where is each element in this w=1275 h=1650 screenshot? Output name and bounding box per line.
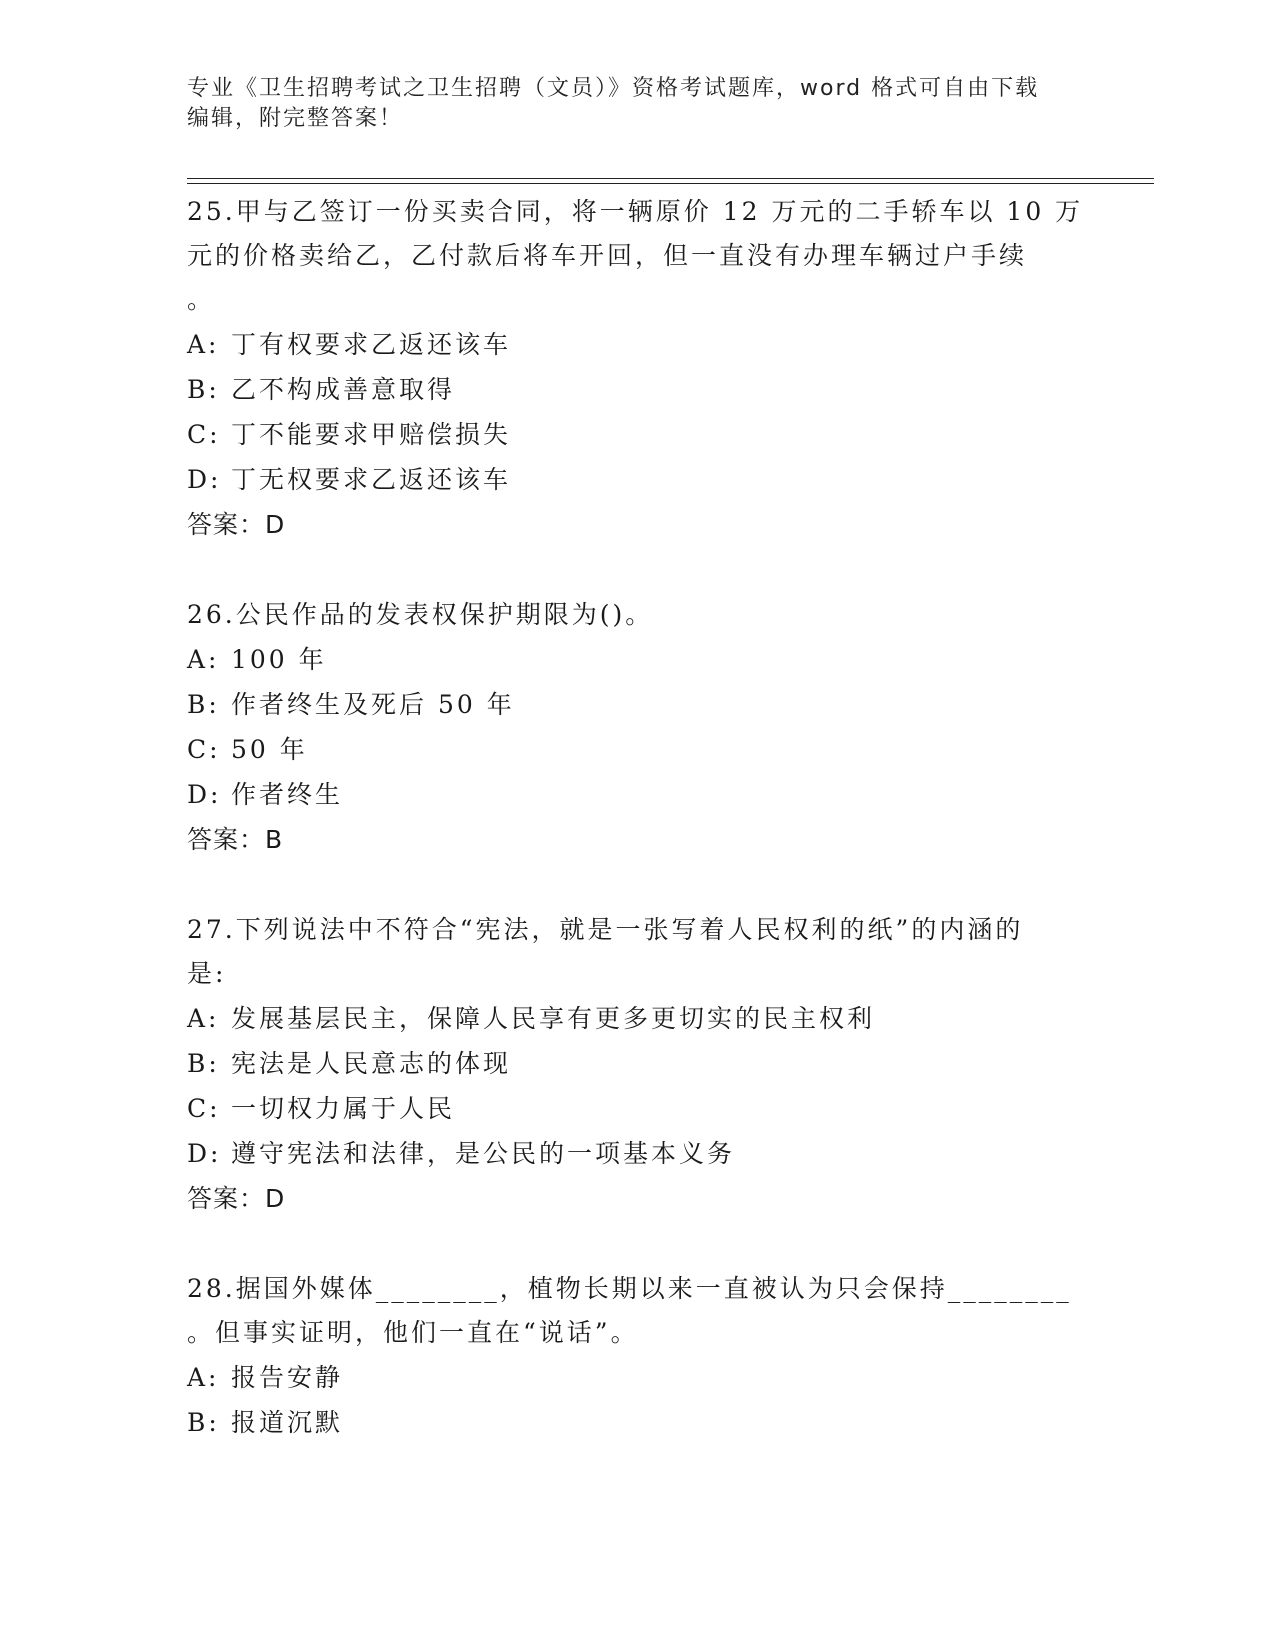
option-key: A: xyxy=(187,1004,220,1033)
option-key: D: xyxy=(187,1139,222,1168)
option-key: B: xyxy=(187,375,220,404)
question-27 xyxy=(187,908,1087,1222)
option-b xyxy=(187,367,1087,412)
question-26 xyxy=(187,593,1087,863)
question-list xyxy=(187,190,1087,1490)
option-text: 作者终生 xyxy=(231,780,344,809)
header-line-2: 编辑，附完整答案！ xyxy=(187,106,404,131)
document-header xyxy=(187,74,1067,134)
option-text: 报告安静 xyxy=(231,1363,344,1392)
option-text: 一切权力属于人民 xyxy=(231,1094,456,1123)
header-divider-bottom xyxy=(187,183,1154,184)
option-c xyxy=(187,727,1087,772)
option-a xyxy=(187,637,1087,682)
option-a xyxy=(187,322,1087,367)
option-d xyxy=(187,1131,1087,1176)
option-a xyxy=(187,996,1087,1041)
question-text: 27.下列说法中不符合“宪法，就是一张写着人民权利的纸”的内涵的 xyxy=(187,915,1024,944)
option-key: A: xyxy=(187,330,220,359)
option-text: 报道沉默 xyxy=(231,1408,344,1437)
option-d xyxy=(187,772,1087,817)
answer: 答案：D xyxy=(187,510,286,539)
option-text: 作者终生及死后 50 年 xyxy=(231,690,515,719)
question-text: 元的价格卖给乙，乙付款后将车开回，但一直没有办理车辆过户手续 xyxy=(187,241,1028,270)
answer: 答案：D xyxy=(187,1184,286,1213)
question-28 xyxy=(187,1267,1087,1445)
question-text: 26.公民作品的发表权保护期限为()。 xyxy=(187,600,654,629)
option-key: B: xyxy=(187,1049,220,1078)
option-text: 发展基层民主，保障人民享有更多更切实的民主权利 xyxy=(231,1004,876,1033)
option-b xyxy=(187,1400,1087,1445)
option-text: 宪法是人民意志的体现 xyxy=(231,1049,512,1078)
option-key: C: xyxy=(187,420,221,449)
option-text: 乙不构成善意取得 xyxy=(231,375,456,404)
option-key: A: xyxy=(187,645,220,674)
answer: 答案：B xyxy=(187,825,284,854)
question-text: 是: xyxy=(187,959,227,988)
option-c xyxy=(187,412,1087,457)
option-text: 丁无权要求乙返还该车 xyxy=(231,465,512,494)
question-text: 。 xyxy=(187,285,216,314)
option-key: B: xyxy=(187,1408,220,1437)
option-b xyxy=(187,1041,1087,1086)
option-d xyxy=(187,457,1087,502)
header-divider-top xyxy=(187,178,1154,179)
option-key: B: xyxy=(187,690,220,719)
option-text: 丁不能要求甲赔偿损失 xyxy=(231,420,512,449)
option-c xyxy=(187,1086,1087,1131)
option-text: 50 年 xyxy=(231,735,308,764)
option-key: D: xyxy=(187,780,222,809)
header-line-1: 专业《卫生招聘考试之卫生招聘（文员）》资格考试题库，word 格式可自由下载 xyxy=(187,76,1040,101)
option-a xyxy=(187,1355,1087,1400)
question-text: 。但事实证明，他们一直在“说话”。 xyxy=(187,1318,639,1347)
option-b xyxy=(187,682,1087,727)
question-25 xyxy=(187,190,1087,548)
option-text: 丁有权要求乙返还该车 xyxy=(231,330,512,359)
option-key: D: xyxy=(187,465,222,494)
option-text: 遵守宪法和法律，是公民的一项基本义务 xyxy=(231,1139,736,1168)
option-key: A: xyxy=(187,1363,220,1392)
question-text: 25.甲与乙签订一份买卖合同，将一辆原价 12 万元的二手轿车以 10 万 xyxy=(187,197,1084,226)
question-text: 28.据国外媒体________，植物长期以来一直被认为只会保持________ xyxy=(187,1274,1072,1303)
option-text: 100 年 xyxy=(231,645,327,674)
option-key: C: xyxy=(187,735,221,764)
option-key: C: xyxy=(187,1094,221,1123)
